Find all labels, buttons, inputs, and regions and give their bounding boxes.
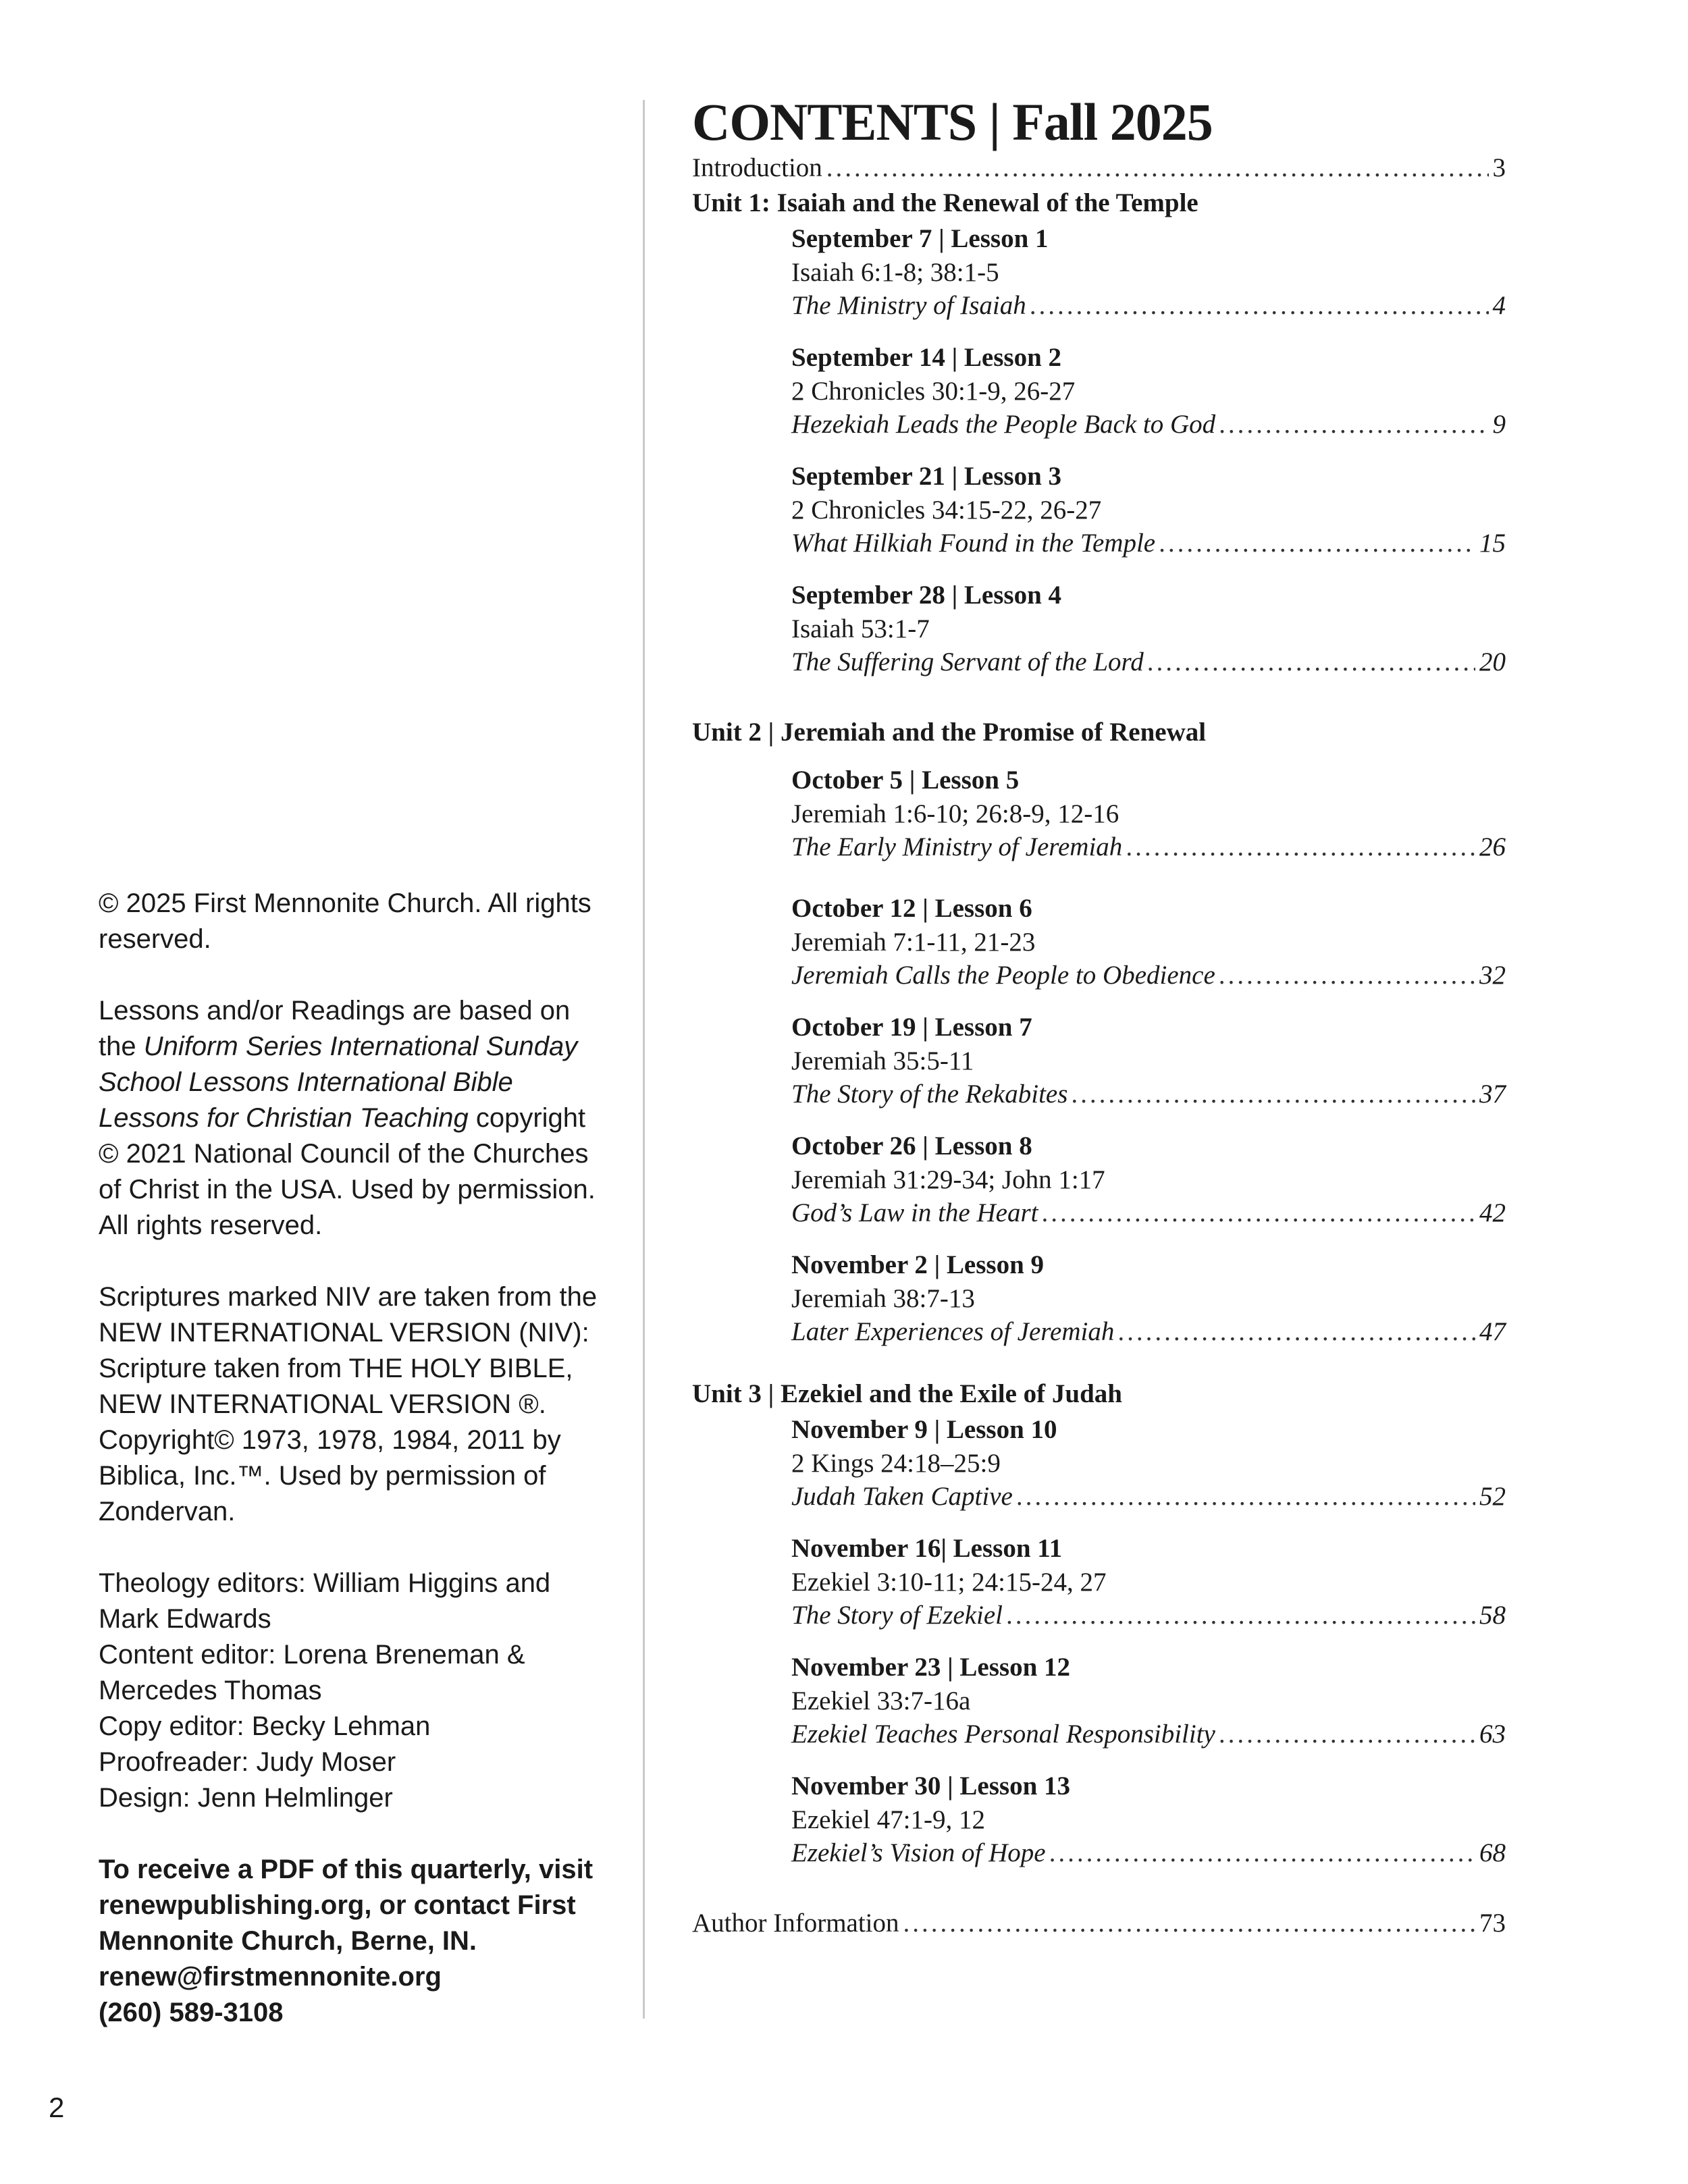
lesson-3 — [791, 459, 1506, 560]
lesson-title: The Ministry of Isaiah — [791, 291, 1026, 320]
dot-leader — [1017, 1480, 1475, 1514]
scripture-reference: Jeremiah 35:5-11 — [791, 1046, 974, 1075]
lesson-date-heading: November 9 | Lesson 10 — [791, 1415, 1057, 1444]
copyright-line: © 2025 First Mennonite Church. All rights reserved. — [99, 888, 591, 954]
lesson-title: Ezekiel’s Vision of Hope — [791, 1838, 1046, 1867]
dot-leader — [903, 1907, 1475, 1940]
lesson-date-heading: November 30 | Lesson 13 — [791, 1772, 1071, 1801]
lesson-page-number: 15 — [1479, 529, 1506, 558]
lesson-title-row — [791, 645, 1506, 679]
lesson-5 — [791, 763, 1506, 864]
dot-leader — [1030, 289, 1489, 323]
dot-leader — [1042, 1196, 1475, 1230]
toc-author-information: Author Information ..... 73 — [692, 1907, 1506, 1940]
lesson-6 — [791, 891, 1506, 992]
scripture-reference: Ezekiel 33:7-16a — [791, 1686, 971, 1715]
lesson-title: Jeremiah Calls the People to Obedience — [791, 961, 1215, 990]
credit-proofreader: Proofreader: Judy Moser — [99, 1747, 396, 1777]
scripture-reference: Jeremiah 38:7-13 — [791, 1284, 975, 1313]
lesson-page-number: 9 — [1492, 410, 1506, 439]
lesson-2 — [791, 340, 1506, 442]
lesson-1 — [791, 221, 1506, 323]
lesson-title-row — [791, 1480, 1506, 1514]
lesson-title-row — [791, 1315, 1506, 1349]
dot-leader — [1219, 1717, 1475, 1751]
lesson-title: The Early Ministry of Jeremiah — [791, 832, 1123, 861]
lesson-page-number: 4 — [1492, 291, 1506, 320]
dot-leader — [1219, 408, 1488, 442]
credit-design: Design: Jenn Helmlinger — [99, 1783, 393, 1813]
lesson-page-number: 37 — [1479, 1080, 1506, 1109]
contact-email: renew@firstmennonite.org — [99, 1962, 442, 1992]
lesson-title: The Story of the Rekabites — [791, 1080, 1068, 1109]
unit-2-title: Unit 2 | Jeremiah and the Promise of Renewal — [692, 718, 1207, 747]
lesson-date-heading: November 2 | Lesson 9 — [791, 1250, 1045, 1279]
table-of-contents — [692, 92, 1506, 1940]
lesson-title-row — [791, 830, 1506, 864]
dot-leader — [1219, 959, 1475, 992]
lesson-page-number: 32 — [1479, 961, 1506, 990]
lesson-page-number: 26 — [1479, 832, 1506, 861]
lesson-date-heading: November 16| Lesson 11 — [791, 1534, 1063, 1563]
dot-leader — [1118, 1315, 1475, 1349]
lesson-title: Later Experiences of Jeremiah — [791, 1317, 1115, 1346]
credits — [99, 1566, 612, 1816]
lesson-page-number: 47 — [1479, 1317, 1506, 1346]
dot-leader — [826, 151, 1489, 185]
lesson-title: God’s Law in the Heart — [791, 1198, 1038, 1227]
lesson-title-row — [791, 1836, 1506, 1870]
scripture-reference: Jeremiah 1:6-10; 26:8-9, 12-16 — [791, 799, 1119, 828]
lesson-7 — [791, 1010, 1506, 1111]
unit-1-title: Unit 1: Isaiah and the Renewal of the Temple — [692, 188, 1198, 217]
page-number: 2 — [49, 2092, 65, 2123]
credit-copy: Copy editor: Becky Lehman — [99, 1711, 431, 1741]
lessons-series-title: Uniform Series International Sunday School Lessons International Bible Lessons for Christian Teaching — [99, 1032, 578, 1133]
lesson-11 — [791, 1531, 1506, 1632]
credit-theology: Theology editors: William Higgins and Mark Edwards — [99, 1568, 551, 1634]
credit-content: Content editor: Lorena Breneman & Mercedes Thomas — [99, 1640, 525, 1705]
lesson-page-number: 68 — [1479, 1838, 1506, 1867]
lesson-date-heading: September 21 | Lesson 3 — [791, 462, 1062, 491]
lesson-date-heading: September 14 | Lesson 2 — [791, 343, 1062, 372]
lesson-title-row — [791, 959, 1506, 992]
lesson-8 — [791, 1129, 1506, 1230]
scripture-reference: Isaiah 6:1-8; 38:1-5 — [791, 258, 999, 287]
lesson-title: Judah Taken Captive — [791, 1482, 1013, 1511]
contents-title: CONTENTS | Fall 2025 — [692, 92, 1213, 151]
lesson-title-row — [791, 1599, 1506, 1632]
lesson-13 — [791, 1769, 1506, 1870]
lessons-notice — [99, 993, 612, 1244]
lesson-title: Ezekiel Teaches Personal Responsibility — [791, 1720, 1215, 1749]
lesson-title: The Story of Ezekiel — [791, 1601, 1003, 1630]
lesson-page-number: 42 — [1479, 1198, 1506, 1227]
lesson-title: The Suffering Servant of the Lord — [791, 647, 1144, 676]
lesson-4 — [791, 578, 1506, 679]
scripture-reference: Ezekiel 3:10-11; 24:15-24, 27 — [791, 1568, 1107, 1597]
scripture-reference: 2 Chronicles 34:15-22, 26-27 — [791, 496, 1102, 525]
lesson-date-heading: September 7 | Lesson 1 — [791, 224, 1049, 253]
lesson-date-heading: October 19 | Lesson 7 — [791, 1013, 1032, 1042]
scripture-reference: Ezekiel 47:1-9, 12 — [791, 1805, 985, 1834]
contact-info — [99, 1852, 612, 2031]
column-divider — [643, 100, 645, 2019]
contact-phone: (260) 589-3108 — [99, 1998, 284, 2027]
lesson-date-heading: October 12 | Lesson 6 — [791, 894, 1032, 923]
lesson-9 — [791, 1248, 1506, 1349]
lesson-date-heading: October 5 | Lesson 5 — [791, 766, 1020, 795]
dot-leader — [1148, 645, 1475, 679]
lesson-title: What Hilkiah Found in the Temple — [791, 529, 1156, 558]
lesson-date-heading: October 26 | Lesson 8 — [791, 1131, 1032, 1161]
lesson-12 — [791, 1650, 1506, 1751]
toc-introduction: Introduction ..... 3 — [692, 151, 1506, 185]
lesson-page-number: 58 — [1479, 1601, 1506, 1630]
scripture-reference: Jeremiah 31:29-34; John 1:17 — [791, 1165, 1105, 1194]
scripture-reference: 2 Chronicles 30:1-9, 26-27 — [791, 377, 1076, 406]
lesson-title-row — [791, 1717, 1506, 1751]
scripture-reference: Isaiah 53:1-7 — [791, 614, 930, 643]
lesson-title: Hezekiah Leads the People Back to God — [791, 410, 1216, 439]
dot-leader — [1050, 1836, 1475, 1870]
scripture-notice: Scriptures marked NIV are taken from the NEW INTERNATIONAL VERSION (NIV): Scripture taken from THE HOLY BIBLE, NEW INTERNATIONAL VERSION ®. Copyright© 1973, 1978, 1984, 2011 by Biblica, Inc.™. Used by permission of Zondervan. — [99, 1282, 598, 1526]
lessons-copyright: copyright © 2021 National Council of the Churches of Christ in the USA. Used by permission. All rights reserved. — [99, 1103, 596, 1240]
lesson-date-heading: November 23 | Lesson 12 — [791, 1653, 1071, 1682]
lesson-title-row — [791, 527, 1506, 560]
lessons-intro: Lessons and/or Readings are based on the — [99, 996, 571, 1061]
scripture-reference: 2 Kings 24:18–25:9 — [791, 1449, 1001, 1478]
lesson-title-row — [791, 1077, 1506, 1111]
dot-leader — [1007, 1599, 1475, 1632]
lesson-page-number: 63 — [1479, 1720, 1506, 1749]
dot-leader — [1126, 830, 1475, 864]
lesson-page-number: 52 — [1479, 1482, 1506, 1511]
contact-text: To receive a PDF of this quarterly, visit renewpublishing.org, or contact First Mennonite Church, Berne, IN. — [99, 1855, 594, 1956]
lesson-10 — [791, 1412, 1506, 1514]
scripture-reference: Jeremiah 7:1-11, 21-23 — [791, 928, 1036, 957]
dot-leader — [1159, 527, 1475, 560]
copyright-notes — [99, 886, 612, 2031]
lesson-page-number: 20 — [1479, 647, 1506, 676]
unit-3-title: Unit 3 | Ezekiel and the Exile of Judah — [692, 1379, 1122, 1408]
lesson-title-row — [791, 1196, 1506, 1230]
lesson-date-heading: September 28 | Lesson 4 — [791, 581, 1062, 610]
lesson-title-row — [791, 408, 1506, 442]
lesson-title-row — [791, 289, 1506, 323]
dot-leader — [1072, 1077, 1475, 1111]
